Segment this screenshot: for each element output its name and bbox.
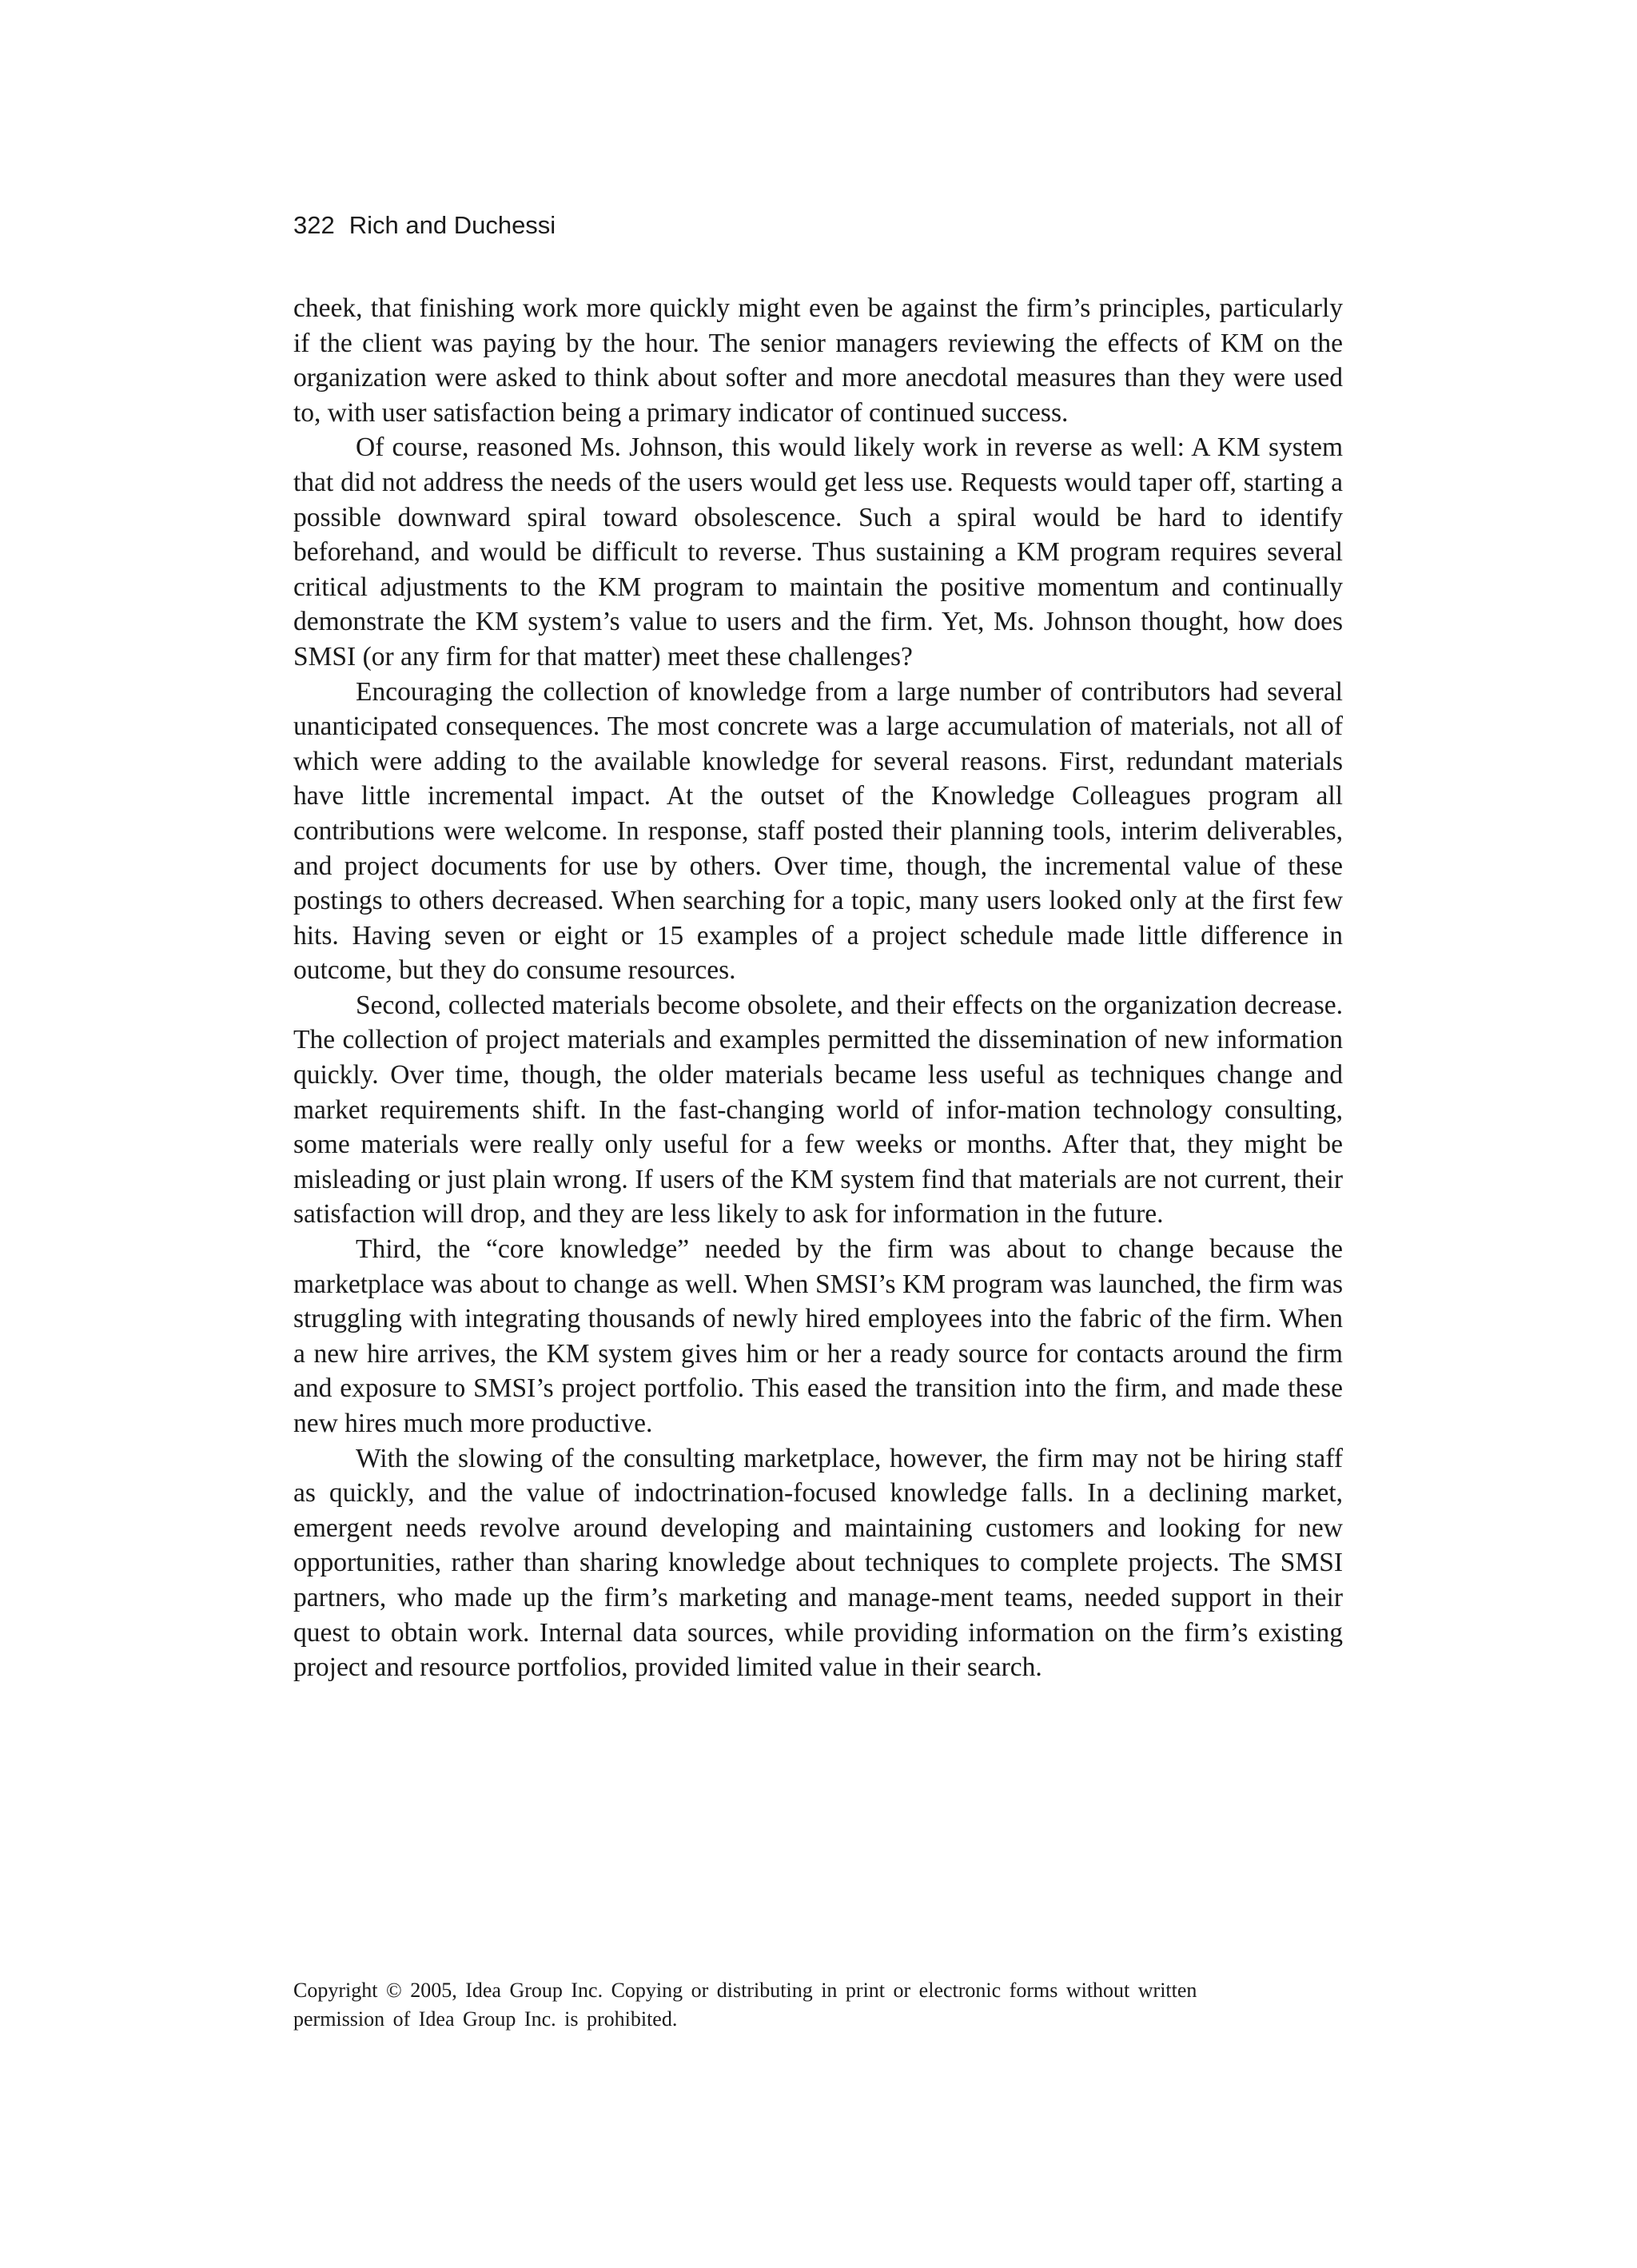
paragraph: Of course, reasoned Ms. Johnson, this would likely work in reverse as well: A KM system that did not address the needs of the users would get less use. Requests would taper off, starting a possible downward spiral toward obsolescence. Such a spiral would be hard to identify beforehand, and would be difficult to reverse. Thus sustaining a KM program requires several critical adjustments to the KM program to maintain the positive momentum and continually demonstrate the KM system’s value to users and the firm. Yet, Ms. Johnson thought, how does SMSI (or any firm for that matter) meet these challenges?	[293, 432, 1343, 672]
paragraph: Encouraging the collection of knowledge from a large number of contributors had several unanticipated consequences. The most concrete was a large accumulation of materials, not all of which were adding to the available knowledge for several reasons. First, redundant materials have little incremental impact. At the outset of the Knowledge Colleagues program all contributions were welcome. In response, staff posted their planning tools, interim deliverables, and project documents for use by others. Over time, though, the incremental value of these postings to others decreased. When searching for a topic, many users looked only at the first few hits. Having seven or eight or 15 examples of a project schedule made little difference in outcome, but they do consume resources.	[293, 676, 1343, 986]
paragraph: With the slowing of the consulting marketplace, however, the firm may not be hiring staff as quickly, and the value of indoctrination-focused knowledge falls. In a declining market, emergent needs revolve around developing and maintaining customers and looking for new opportunities, rather than sharing knowledge about techniques to complete projects. The SMSI partners, who made up the firm’s marketing and manage-ment teams, needed support in their quest to obtain work. Internal data sources, while providing information on the firm’s existing project and resource portfolios, provided limited value in their search.	[293, 1443, 1343, 1683]
paragraph: Third, the “core knowledge” needed by the firm was about to change because the marketplace was about to change as well. When SMSI’s KM program was launched, the firm was struggling with integrating thousands of newly hired employees into the fabric of the firm. When a new hire arrives, the KM system gives him or her a ready source for contacts around the firm and exposure to SMSI’s project portfolio. This eased the transition into the firm, and made these new hires much more productive.	[293, 1234, 1343, 1438]
paragraph: Second, collected materials become obsolete, and their effects on the organization decrease. The collection of project materials and examples permitted the dissemination of new information quickly. Over time, though, the older materials became less useful as techniques change and market requirements shift. In the fast-changing world of infor-mation technology consulting, some materials were really only useful for a few weeks or months. After that, they might be misleading or just plain wrong. If users of the KM system find that materials are not current, their satisfaction will drop, and they are less likely to ask for information in the future.	[293, 990, 1343, 1230]
copyright-line: permission of Idea Group Inc. is prohibited.	[293, 2007, 678, 2031]
running-title: Rich and Duchessi	[349, 211, 556, 239]
copyright-line: Copyright © 2005, Idea Group Inc. Copying or distributing in print or electronic forms without written	[293, 1979, 1197, 2002]
body-text	[293, 291, 1343, 1685]
paragraph-continued: cheek, that finishing work more quickly might even be against the firm’s principles, particularly if the client was paying by the hour. The senior managers reviewing the effects of KM on the organization were asked to think about softer and more anecdotal measures than they were used to, with user satisfaction being a primary indicator of continued success.	[293, 293, 1343, 428]
page-number: 322	[293, 211, 335, 239]
running-head	[293, 209, 556, 241]
copyright-notice	[293, 1976, 1343, 2034]
